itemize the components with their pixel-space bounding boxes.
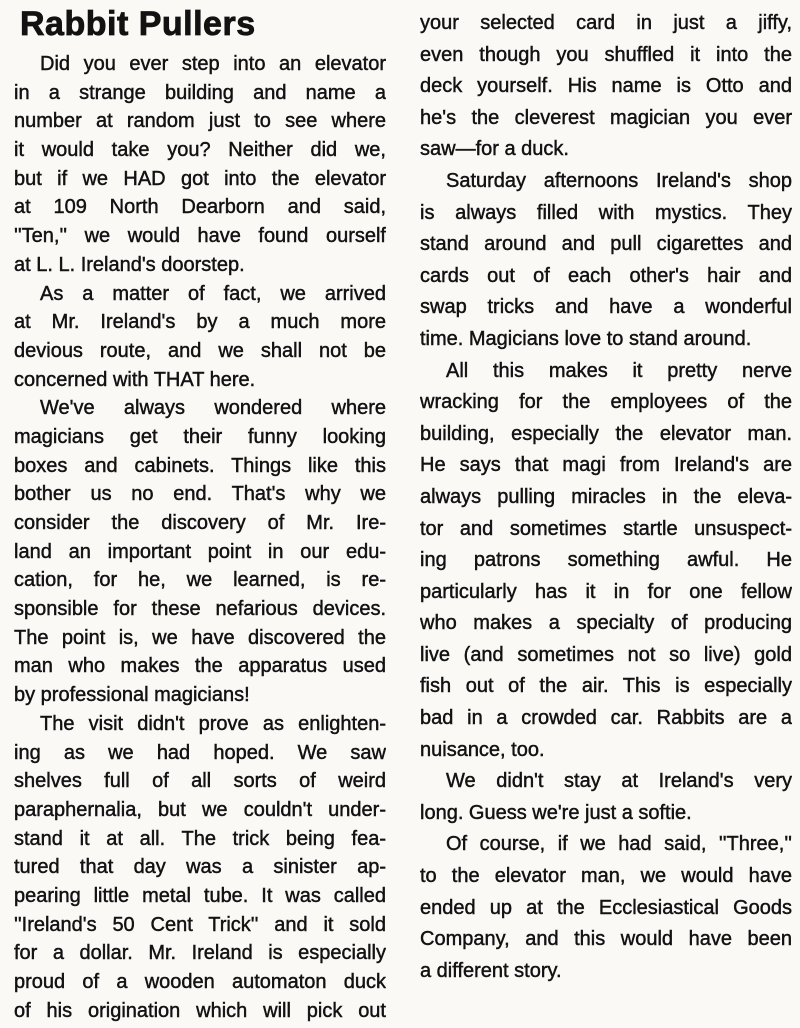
text-line: who makes a specialty of producing <box>420 612 792 635</box>
text-line: He says that magi from Ireland's are <box>420 454 792 477</box>
text-line: he's the cleverest magician you ever <box>420 106 792 129</box>
text-line: pearing little metal tube. It was called <box>14 884 386 907</box>
text-line: at L. L. Ireland's doorstep. <box>14 253 245 276</box>
text-line: building, especially the elevator man. <box>420 422 792 445</box>
text-line: to the elevator man, we would have <box>420 865 792 888</box>
text-line: particularly has it in for one fellow <box>420 580 792 603</box>
text-line: tor and sometimes startle unsuspect- <box>420 517 792 540</box>
text-line: of his origination which will pick out <box>14 999 386 1022</box>
text-line: but if we HAD got into the elevator <box>14 167 386 190</box>
text-line: nuisance, too. <box>420 738 545 761</box>
text-line: it would take you? Neither did we, <box>14 139 386 162</box>
text-line: devious route, and we shall not be <box>14 339 386 362</box>
text-line: The point is, we have discovered the <box>14 626 386 649</box>
text-line: cation, for he, we learned, is re- <box>14 569 386 592</box>
column-left <box>14 4 386 1028</box>
text-line: ing patrons something awful. He <box>420 549 792 572</box>
text-line: proud of a wooden automaton duck <box>14 971 386 993</box>
text-line: ''Ireland's 50 Cent Trick'' and it sold <box>14 913 386 936</box>
text-line: magicians get their funny looking <box>14 425 386 448</box>
text-line: long. Guess we're just a softie. <box>420 801 692 824</box>
text-line: at Mr. Ireland's by a much more <box>14 311 386 334</box>
text-line: cards out of each other's hair and <box>420 264 792 287</box>
text-line: man who makes the apparatus used <box>14 655 386 678</box>
text-line: stand it at all. The trick being fea- <box>14 827 386 850</box>
text-line: concerned with THAT here. <box>14 368 256 391</box>
text-line: The visit didn't prove as enlighten- <box>40 712 386 735</box>
text-line: even though you shuffled it into the <box>420 43 792 66</box>
text-line: in a strange building and name a <box>14 81 386 104</box>
text-line: swap tricks and have a wonderful <box>420 296 792 319</box>
text-line: always pulling miracles in the eleva- <box>420 485 792 508</box>
article-title: Rabbit Pullers <box>20 5 256 43</box>
text-line: wracking for the employees of the <box>420 391 792 414</box>
text-line: your selected card in just a jiffy, <box>420 12 792 34</box>
text-line: bad in a crowded car. Rabbits are a <box>420 707 792 730</box>
text-line: ''Ten,'' we would have found ourself <box>14 225 386 248</box>
text-line: time. Magicians love to stand around. <box>420 327 752 350</box>
text-line: deck yourself. His name is Otto and <box>420 75 792 98</box>
text-line: consider the discovery of Mr. Ire- <box>14 512 386 534</box>
column-right-body <box>420 8 792 987</box>
text-line: ended up at the Ecclesiastical Goods <box>420 896 792 919</box>
text-line: shelves full of all sorts of weird <box>14 770 386 793</box>
text-line: tured that day was a sinister ap- <box>14 856 386 879</box>
text-line: number at random just to see where <box>14 110 386 133</box>
text-line: for a dollar. Mr. Ireland is especially <box>14 942 386 965</box>
text-line: sponsible for these nefarious devices. <box>14 598 386 621</box>
text-line: All this makes it pretty nerve <box>446 359 792 382</box>
text-line: We've always wondered where <box>40 397 386 420</box>
text-line: Saturday afternoons Ireland's shop <box>446 169 792 192</box>
text-line: stand around and pull cigarettes and <box>420 233 792 256</box>
text-line: paraphernalia, but we couldn't under- <box>14 798 386 821</box>
text-line: ing as we had hoped. We saw <box>14 741 386 764</box>
text-line: Did you ever step into an elevator <box>40 53 386 75</box>
text-line: saw—for a duck. <box>420 138 569 161</box>
text-line: Company, and this would have been <box>420 928 792 951</box>
column-left-body <box>14 50 386 1025</box>
text-line: Of course, if we had said, ''Three,'' <box>446 833 792 856</box>
text-line: a different story. <box>420 959 562 982</box>
text-line: live (and sometimes not so live) gold <box>420 643 792 666</box>
text-line: We didn't stay at Ireland's very <box>446 770 792 793</box>
text-line: As a matter of fact, we arrived <box>40 282 386 305</box>
text-line: bother us no end. That's why we <box>14 483 386 506</box>
text-line: by professional magicians! <box>14 684 250 707</box>
column-right <box>420 4 792 1028</box>
text-line: at 109 North Dearborn and said, <box>14 196 386 219</box>
text-line: boxes and cabinets. Things like this <box>14 454 386 477</box>
text-line: is always filled with mystics. They <box>420 201 792 224</box>
text-line: fish out of the air. This is especially <box>420 675 792 698</box>
text-line: land an important point in our edu- <box>14 540 386 563</box>
